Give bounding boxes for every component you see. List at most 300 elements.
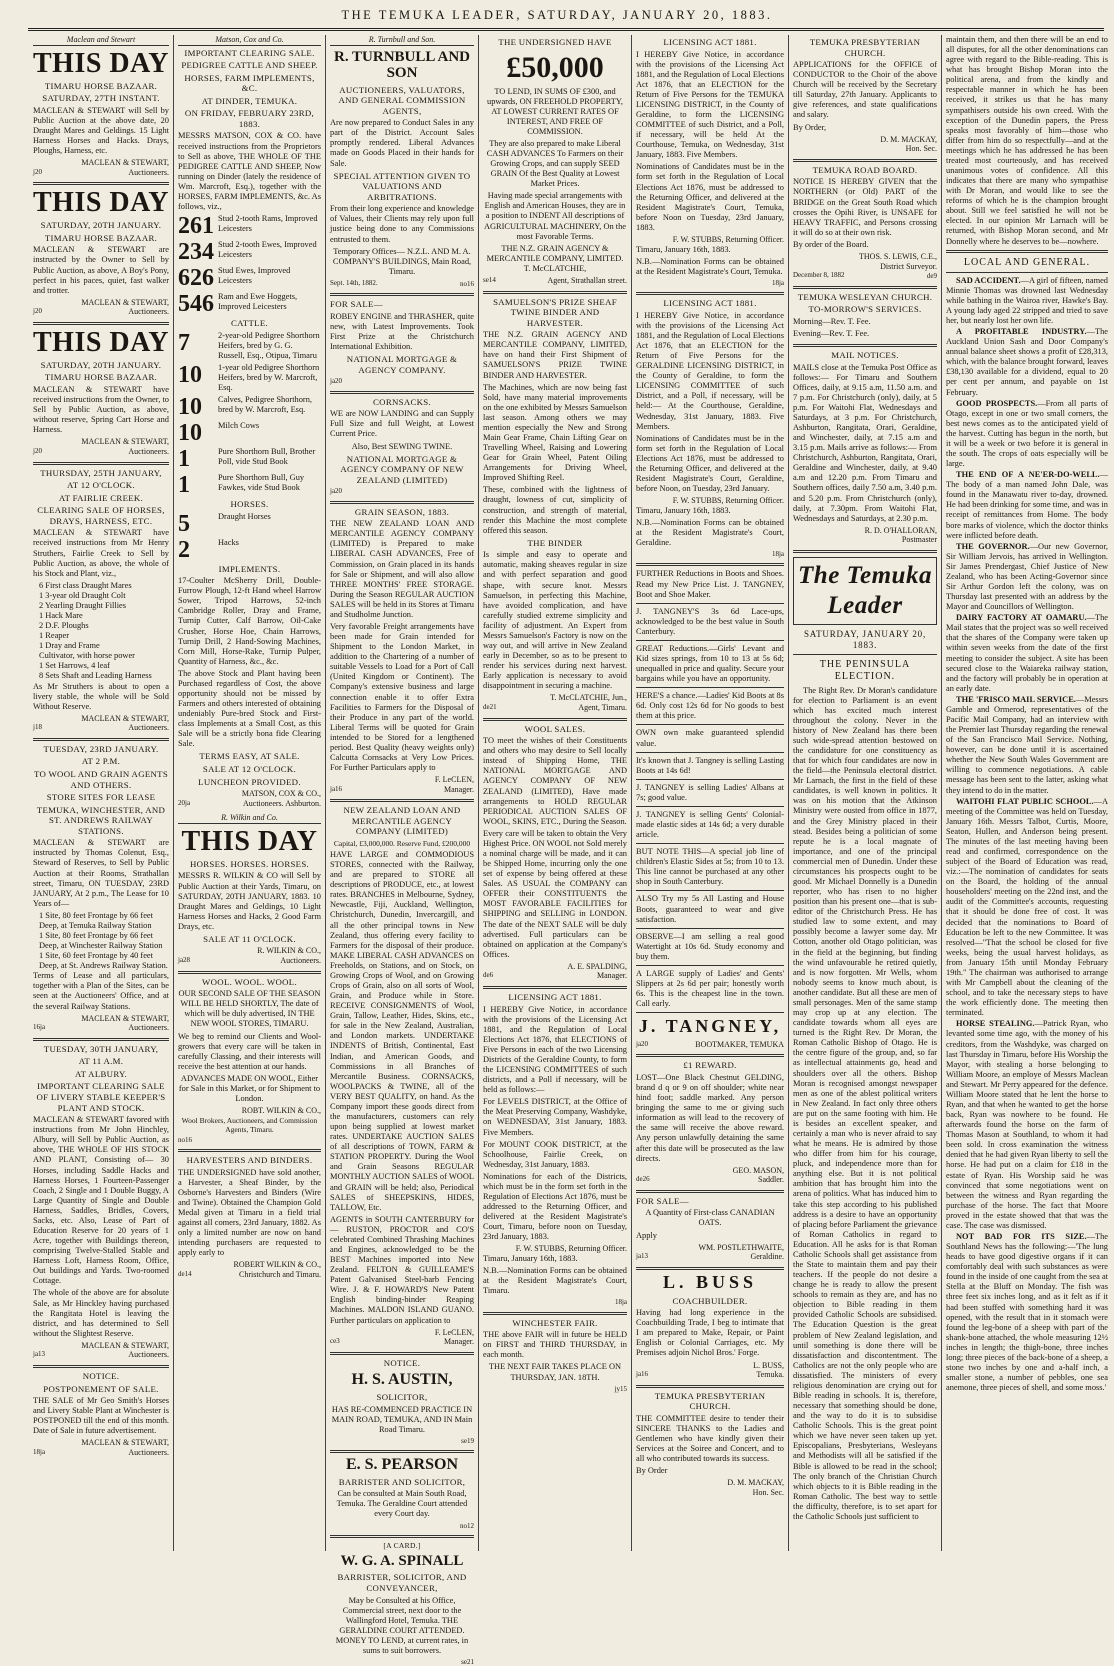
stock-description: Stud 2-tooth Ewes, Improved Leicesters [218, 240, 317, 260]
article-body: The Right Rev. Dr Moran's candidature for election to Parliament is an event which has excited much interest throughout the colony. Never in the history of New Zealand has there been such wide-spread attention bestowed on the candidature for one constituency as that for which four candidates are now in the field—the Peninsula electoral district. Mr Larnach, the first in the field of these candidates, is well known in politics. It was on his motion that the Atkinson Ministry were ousted from office in 1877, and the Grey Ministry placed in their stead. Besides being a politician of some repute he is a local magnate of importance, and one of the principal commercial men of Dunedin. Under these circumstances his prospects ought to be good. Mr Michael Donnelly is a Dunedin reporter, who has risen to no higher position than his present one—that is sub-editor of the Christchurch Press. He has studied law to some extent, and may possibly become a lawyer some day. Mr Cotton, another old Otago politician, was in the field at the beginning, but finding the wind unfavourable he retired quietly, and is now forgotten. Mr Wells, whom nobody seems to know much about, is another candidate. But all these are men of small personages. Men of the same stamp may crop up at any election. The candidate towards whom all eyes are turned is the Right Rev. Dr Moran, the Roman Catholic Bishop of Otago. He is the centre figure of the group, and, so far as intellectual attainments go, head and shoulders over all the others. Bishop Moran is recognised amongst newspaper men as one of the ablest political writers in New Zealand. In fact only three others are put on the same footing with him. He is besides an excellent speaker, and certainly a man who is never afraid to say what he means. He is admired by those who differ from him for his courage, pluck, and independence more than for anything else. But it is not political ambition that has brought him into the arena of politics. What has induced him to take this step according to his published address is a desire to have an opportunity of placing before Parliament the grievance of Roman Catholics in regard to Education. All he asks for is that Roman Catholic Schools shall get assistance from the State to maintain them and pay their teachers. If the people do not desire a change he is ready to allow the present schools to remain as they are, and has no objection to Bible reading in them provided Catholic Schools are subsidised. The Education Question is the great problem of New Zealand legislation, and until something is done there will be dissatisfaction and discontentment. The Catholics are not the only people who are dissatisfied. The ministers of every religious denomination are crying out for Bible reading in schools. It is, therefore, necessary that something should be done, and the way to do it is to subsidise Catholic Schools. This is the great point which we have never seen taken up yet. Episcopalians, Presbyterians, Wesleyans and Methodists will all be satisfied if the Bible is allowed to be read in the school; The only branch of the Christian Church which objects to it is Bible reading in the Roman Catholic. The best way to settle the difficulty, therefore, is to set apart for the Catholic Schools just sufficient to [793, 685, 937, 1521]
ad-date: ON FRIDAY, FEBRUARY 23RD, 1883. [184, 108, 315, 129]
ad-subhead: LICENSING ACT 1881. [508, 992, 602, 1003]
grain-season-ad [330, 507, 474, 795]
ad-line: GREAT Reductions.—Girls' Levant and Kid sizes springs, from 10 to 13 at 5s 6d; unequalled in price and quality. Secure your bargains while you have an opportunity. [636, 643, 784, 684]
news-item-text: —From all parts of Otago, except in one or two small corners, the best news comes as to the anticipated yield of the harvest. Cutting has begun in the north, but it will be a week or two before it is general in the south. The crops of oats especially will be large. [946, 398, 1109, 469]
ad-role: District Surveyor. [880, 261, 937, 271]
clearing-sale-ad [178, 48, 321, 809]
ad-headline: THIS DAY [181, 825, 318, 857]
news-item [946, 542, 1108, 613]
ad-body: MESSRS MATSON, COX & CO. have received instructions from the Proprietors to Sell as above, THE WHOLE OF THE PEDIGREE CATTLE AND SHEEP, Now running on Dinder (lately the residence of Wm. Marcroft, Esq.), together with the HORSES, FARM IMPLEMENTS, &c. As follows, viz., [178, 131, 321, 211]
ad-lunch: LUNCHEON PROVIDED. [198, 776, 301, 787]
ad-by: By order of the Board. [793, 239, 869, 249]
ad-signature: F. W. STUBBS, Returning Officer. [672, 496, 784, 506]
ad-role: BOOTMAKER, TEMUKA [695, 1039, 784, 1049]
ad-subhead: LICENSING ACT 1881. [663, 37, 757, 47]
list-item: 2 Yearling Draught Fillies [39, 600, 127, 610]
ad-subhead: WINCHESTER FAIR. [512, 1317, 598, 1328]
ad-body: AGENTS in SOUTH CANTERBURY for— RUSTON, PROCTOR and CO'S celebrated Combined Thrashing Machines and Engines, acknowledged to be the BEST Machines imported into New Zealand. FELTON & GUILLEAME'S Patent Galvanised Steel-barb Fencing Wire. J. & F. HOWARD'S New Patent English binding-binder Reaping Machines. MALDON ISLAND GUANO. Further particulars on application to [330, 1214, 474, 1325]
ad-signature: F. LeCLEN, [434, 775, 474, 785]
news-item-lead: THE END OF A NE'ER-DO-WELL. [956, 470, 1100, 480]
ad-role: Agent, Timaru. [578, 702, 627, 712]
ad-place: AT ALBURY. [74, 1068, 128, 1079]
ad-date: SATURDAY, 27TH INSTANT. [42, 93, 160, 104]
ad-note: The whole of the above are for absolute Sale, as Mr Hinckley having purchased the Rangitata Hotel is leaving the district, and has determined to Sell without the Slightest Reserve. [33, 1288, 169, 1338]
news-item-lead: WAITOHI FLAT PUBLIC SCHOOL. [956, 796, 1094, 806]
ad-signature: NATIONAL MORTGAGE & AGENCY COMPANY OF NEW ZEALAND (LIMITED) [340, 453, 464, 485]
ad-body: A Quantity of First-class CANADIAN OATS. [645, 1208, 775, 1228]
stock-description: Milch Cows [218, 421, 260, 431]
ad-subhead: HARVESTERS AND BINDERS. [186, 1155, 313, 1166]
item-list [33, 911, 169, 971]
stock-row [178, 266, 321, 290]
ad-ref: Sept. 14th, 1882. [330, 278, 378, 287]
bootmaker-ad [636, 569, 784, 1049]
stock-description: Pure Shorthorn Bull, Brother Poll, vide Stud Book [218, 447, 316, 467]
ad-ref: de14 [178, 1269, 192, 1278]
licensing-notice [483, 992, 627, 1307]
ad-role: Auctioneers. [128, 307, 169, 317]
ad-role: Auctioneers. [280, 956, 321, 966]
column-4 [480, 35, 630, 1553]
ad-body: MAILS close at the Temuka Post Office as follows:— For Timaru and Southern Offices, daily, at 9.15 a.m, 11.50 a.m. and 7 p.m. For Christchurch (only), daily, at 5 p.m. For Waitohi Flat, Wednesdays and Saturdays, at 3 p.m. For Christchurch, Ashburton, Rangitata, Orari, Geraldine, and Winchester, daily, at 7.15 a.m and 3.15 p.m. Mails arrive as follows:— From Christchurch, Ashburton, Rangitata, Orari, Geraldine and Winchester, daily, at 9.40 a.m and 12.20 p.m. From Timaru and Southern offices, daily 7.50 a.m, 3.40 p.m. and 5.20 p.m. From Christchurch (only), daily, at 7.30pm. From Waitohi Flat, Wednesdays and Saturdays, at 2.30 p.m. [793, 362, 937, 523]
ad-date: TUESDAY, 23RD JANUARY. [43, 743, 159, 754]
wool-ad [178, 977, 321, 1144]
ad-signature: THE N.Z. GRAIN AGENCY & MERCANTILE COMPANY, LIMITED. T. McCLATCHIE, [486, 243, 624, 273]
ad-subhead: TEMUKA WESLEYAN CHURCH. [797, 291, 933, 302]
advertiser-header: R. Wilkin and Co. [178, 813, 321, 824]
ad-body: THE SALE of Mr Geo Smith's Horses and Livery Stable Plant at Winchester is POSTPONED till the end of this month. Date of Sale in future advertisement. [33, 1396, 169, 1436]
binder-ad [483, 297, 627, 713]
news-item-lead: SAD ACCIDENT. [956, 275, 1021, 285]
item-list [33, 581, 169, 682]
stock-row [178, 331, 321, 361]
ad-role: Christchurch and Timaru. [239, 1269, 321, 1279]
ad-signature: GEO. MASON, [732, 1165, 784, 1175]
ad-subhead: SPECIAL ATTENTION GIVEN TO VALUATIONS AND ARBITRATIONS. [333, 170, 471, 202]
notice-ad [33, 1371, 169, 1458]
ad-body: MACLEAN & STEWART are instructed by the Owner to Sell by Public Auction, as above, A Boy's Pony, perfect in his paces, quiet, fast walker and trotter. [33, 245, 169, 295]
ad-subhead: TEMUKA PRESBYTERIAN CHURCH. [809, 37, 921, 58]
stock-description: Stud Ewes, Improved Leicesters [218, 266, 291, 286]
list-item: 1 Site, 80 feet Frontage by 66 feet Deep, at Winchester Railway Station [39, 931, 163, 951]
ad-ref: ja28 [178, 956, 191, 965]
ad-subhead: IMPORTANT CLEARING SALE OF LIVERY STABLE KEEPER'S PLANT AND STOCK. [36, 1081, 166, 1113]
news-item-text: —Messrs Gamble and Ormerod, representatives of the Pacific Mail Company, had an interview with the Premier last Thursday regarding the renewal of the San Francisco Mail Service. Nothing, however, can be done until it is ascertained whether the New South Wales Government are willing to commence negotiations. A cable message has been sent to the latter, asking what they intend to do in the matter. [946, 694, 1108, 795]
ad-time: SALE AT 11 O'CLOCK. [203, 933, 296, 944]
auction-ad [33, 326, 170, 457]
ad-signature: F. LeCLEN, [434, 1327, 474, 1337]
ad-signature: MACLEAN & STEWART, [81, 158, 169, 168]
column-rule [325, 35, 326, 1551]
mail-notice [793, 350, 937, 545]
list-item: 2 D.F. Ploughs [39, 621, 89, 631]
sheep-list [178, 214, 321, 316]
ad-ref: jy15 [614, 1384, 627, 1393]
auction-ad [33, 744, 169, 1033]
ad-subhead: SAMUELSON'S PRIZE SHEAF TWINE BINDER AND HARVESTER. [493, 296, 617, 328]
ad-signature: R. WILKIN & CO., [257, 946, 321, 956]
ad-line: It's known that J. Tangney is selling Lasting Boots at 14s 6d! [636, 755, 784, 775]
news-item-lead: THE GOVERNOR. [956, 541, 1030, 551]
stock-row [178, 421, 321, 445]
ad-signature: MACLEAN & STEWART, [81, 297, 169, 307]
news-item [946, 276, 1108, 326]
ad-terms: TERMS EASY, AT SALE. [199, 751, 300, 762]
ad-role: Manager. [444, 784, 474, 794]
ad-subhead: COACHBUILDER. [672, 1295, 748, 1306]
ad-date: Timaru, January 16th, 1883. [483, 1253, 578, 1263]
ad-line: J. TANGNEY is selling Ladies' Albans at 7s; good value. [636, 782, 784, 802]
column-7 [943, 35, 1111, 1553]
news-item-lead: A PROFITABLE INDUSTRY. [956, 327, 1087, 337]
ad-time: SALE AT 12 O'CLOCK. [202, 764, 297, 775]
ad-role: Auctioneers. [128, 723, 169, 733]
for-sale-ad [636, 1196, 784, 1262]
ad-ref: 18ja [33, 1448, 46, 1457]
ad-subhead: GRAIN SEASON, 1883. [354, 506, 450, 517]
ad-signature: MACLEAN & STEWART, [81, 437, 169, 447]
ad-line: HERE'S a chance.—Ladies' Kid Boots at 8s 6d. Only cost 12s 6d for No goods to best them at this price. [636, 691, 784, 721]
auction-ad [33, 468, 169, 733]
news-item-lead: DAIRY FACTORY AT OAMARU. [956, 613, 1087, 623]
harvester-ad [178, 1155, 321, 1279]
divider [636, 965, 784, 966]
ad-amount: £50,000 [506, 50, 604, 84]
news-item-text: —The Mail states that the project was so well received that the shares of the Company were taken up within seven weeks from the date of the first meeting to consider the subject. A site has been secured close to the Waiareka railway station, and the factory will probably be in operation at an early date. [946, 613, 1108, 693]
ad-body: Can be consulted at Main South Road, Temuka. The Geraldine Court attended every Court day. [336, 1489, 468, 1519]
wesleyan-notice [793, 292, 937, 339]
ad-ref: ja20 [330, 487, 343, 496]
divider [636, 724, 784, 725]
ad-time: AT 12 O'CLOCK. [67, 480, 135, 491]
news-item-lead: THE 'FRISCO MAIL SERVICE. [956, 694, 1076, 704]
ad-line: ALSO Try my 5s All Lasting and House Boots, guaranteed to wear and give satisfaction. [636, 894, 784, 924]
licensing-notice [636, 37, 784, 287]
list-item: 1 Site, 60 feet Frontage by 40 feet Deep, at St. Andrews Railway Station. [39, 951, 168, 971]
ad-body: Every care will be taken to obtain the Very Highest Price. ON WOOL not Sold merely a nominal charge will be made, and it can be Shipped Home, incurring only the one set of expense by being offered at these Sales. AS USUAL the COMPANY can OFFER their CONSTITUENTS the MOST FAVORABLE FACILITIES for SHIPPING and SELLING in LONDON. The date of the NEXT SALE will be duly advertised. Full particulars can be obtained on application at the Company's Offices. [483, 828, 627, 959]
ad-body: NOTICE IS HEREBY GIVEN that the NORTHERN (or Old) PART of the BRIDGE on the Great South Road which crosses the Opihi River, is UNSAFE for HEAVY TRAFFIC, and Persons crossing it will do so at their own risk. [793, 177, 937, 237]
ad-subhead: PEDIGREE CATTLE AND SHEEP. [181, 60, 318, 71]
ad-line: J. TANGNEY is selling Gents' Colonial-made elastic sides at 14s 6d; a very durable article. [636, 809, 784, 840]
ad-signature: MACLEAN & STEWART, [81, 1340, 169, 1350]
ad-subhead: BARRISTER, SOLICITOR, AND CONVEYANCER, [337, 1572, 467, 1593]
news-item [946, 1232, 1108, 1393]
list-item: 1 Site, 80 feet Frontage by 66 feet Deep, at Temuka Railway Station [39, 910, 153, 930]
ad-subhead: TIMARU HORSE BAZAAR. [44, 80, 158, 91]
ad-body: MACLEAN & STEWART will Sell by Public Auction at the above date, 20 Draught Mares and Geldings. 15 Light Harness Horses and Hacks. Drays, Ploughs, Harness, etc. [33, 105, 169, 155]
ad-body: TO meet the wishes of their Constituents and others who may desire to Sell locally instead of Shipping Home, THE NATIONAL MORTGAGE AND AGENCY COMPANY OF NEW ZEALAND (LIMITED), Have made arrangements to HOLD REGULAR PERIODICAL AUCTION SALES OF WOOL, SKINS, ETC., During the Season. [483, 736, 627, 826]
ad-subhead: SOLICITOR, [376, 1391, 428, 1402]
ad-ref: ja16 [330, 784, 343, 793]
ad-ref: j20 [33, 447, 42, 456]
auctioneer-ad [330, 49, 474, 289]
stock-description: Stud 2-tooth Rams, Improved Leicesters [218, 214, 318, 234]
ad-subhead: LICENSING ACT 1881. [663, 298, 757, 309]
ad-subhead: CLEARING SALE OF HORSES, DRAYS, HARNESS, ETC. [37, 505, 165, 526]
ad-headline: FOR SALE— [636, 1195, 689, 1206]
loan-company-ad [330, 805, 474, 1347]
solicitor-ad [330, 1358, 474, 1445]
news-item-text: —A girl of fifteen, named Minnie Thomas was drowned last Wednesday while bathing in the Wairoa river, Hawke's Bay. A young lady aged 22 stripped and tried to save her, but nearly lost her own life. [946, 275, 1108, 325]
ad-note: N.B.—Nomination Forms can be obtained at the Resident Magistrate's Court, Temuka. [636, 256, 784, 276]
news-item-lead: NOT BAD FOR ITS SIZE. [956, 1231, 1087, 1241]
ad-signature: MACLEAN & STEWART, [81, 1438, 169, 1448]
ad-date: Timaru, January 16th, 1883. [636, 244, 731, 254]
ad-signature: F. W. STUBBS, Returning Officer. [515, 1244, 627, 1254]
ad-subhead: HORSES. HORSES. HORSES. [189, 858, 310, 869]
ad-body: MACLEAN & STEWART have received instructions from Mr Henry Struthers, Fairlie Creek to Sell by Public Auction, as above, the whole of his Stock and Plant, viz., [33, 528, 169, 578]
ad-headline: L. BUSS [662, 1271, 758, 1292]
ad-line: A LARGE supply of Ladies' and Gents' Slippers at 2s 6d per pair; honestly worth 6s. This is the cheapest line in the town. Call early. [636, 968, 784, 1009]
ad-signature: R. D. O'HALLORAN, [864, 525, 937, 535]
stock-row [178, 395, 321, 419]
ad-ref: 18ja [614, 1298, 627, 1307]
ad-role: Geraldine. [750, 1252, 784, 1262]
ad-subhead: TEMUKA ROAD BOARD. [812, 164, 918, 175]
implements-title: IMPLEMENTS. [218, 563, 281, 574]
ad-headline: THIS DAY [33, 47, 170, 79]
stock-count: 5 [178, 510, 190, 537]
ad-body: Nominations of Candidates must be in the form set forth in the Regulation of Local Elections Act 1876, must be addressed to the Returning Officer, and delivered at the Resident Magistrate's Court, Geraldine, before Noon, on Tuesday, 23rd January. [636, 433, 784, 494]
column-3 [327, 35, 477, 1666]
ad-body: THE NEW ZEALAND LOAN AND MERCANTILE AGENCY COMPANY (LIMITED) is Prepared to make LIBERAL CASH ADVANCES, Free of Commission, on Grain placed in its hands for Sale or Shipment, and will also allow THREE MONTHS' FREE STORAGE. During the Season REGULAR AUCTION SALES will be held in its Stores at Timaru and Studholme Junction. [330, 519, 474, 619]
list-item: 8 Sets Shaft and Leading Harness [39, 671, 152, 681]
ad-body: HAS RE-COMMENCED PRACTICE IN MAIN ROAD, TEMUKA, AND IN Main Road Timaru. [331, 1404, 473, 1434]
ad-time: AT 11 A.M. [78, 1056, 124, 1067]
newspaper-nameplate: The Temuka Leader [793, 557, 937, 625]
ad-headline: E. S. PEARSON [345, 1456, 459, 1474]
ad-date: SATURDAY, 20TH JANUARY. [40, 359, 162, 370]
ad-role: Auctioneers. [128, 1350, 169, 1360]
ad-body: MACLEAN & STEWART have received instructions from the Owner, to Sell by Public Auction, as above, without reserve, Spring Cart Horse and Harness. [33, 385, 169, 435]
implements-list: 17-Coulter McSherry Drill, Double-Furrow Plough, 12-ft Hand wheel Harrow Sower, Tripod Harrows, 52-inch Cambridge Roller, Dray and Frame, Turnip Cutter, Calf Barrow, Oil-Cake Crusher, Horse Hoe, Chain Harrows, Turnip Drill, 2 Hand-Sowing Machines, Corn Mill, Horse-Rake, Turnip Pulper, Quantity of Harness, &c., &c. [178, 576, 321, 666]
ad-ref: j20 [33, 307, 42, 316]
ad-note: As Mr Struthers is about to open a livery stable, the whole will be Sold Without Reserve. [33, 681, 169, 711]
ad-body: THE COMMITTEE desire to tender their SINCERE THANKS to the Ladies and Gentlemen who have kindly given their Services at the Soiree and Concert, and to all who contributed towards its success. [636, 1413, 784, 1464]
cornsacks-ad [330, 397, 474, 496]
auction-ad [33, 47, 170, 178]
divider [636, 928, 784, 929]
ad-subhead: AUCTIONEERS, VALUATORS, AND GENERAL COMMISSION AGENTS, [338, 84, 466, 116]
ad-body: Having had long experience in the Coachbuilding Trade, I beg to intimate that I am prepared to Make, Repair, or Paint English or Colonial Carriages, etc. My Premises adjoin Nichol Bros.' Forge. [636, 1308, 784, 1358]
news-item-lead: GOOD PROSPECTS. [956, 398, 1038, 408]
stock-row [178, 447, 321, 471]
divider [636, 687, 784, 688]
ad-subhead: WOOL SALES. [524, 723, 586, 734]
column-rule [941, 35, 942, 1551]
ad-subhead: TO-MORROW'S SERVICES. [808, 304, 922, 315]
ad-signature: L. BUSS, [753, 1360, 784, 1370]
news-item [946, 613, 1108, 694]
stock-description: Calves, Pedigree Shorthorn, bred by W. Marcroft, Esq. [218, 395, 312, 415]
ad-subhead: HORSES, FARM IMPLEMENTS, &C. [184, 72, 315, 94]
ad-by: By Order [636, 1466, 668, 1476]
ad-subhead: CORNSACKS. [373, 396, 431, 407]
news-item-text: —The body of a man named John Dale, was found in the Manawatu river to-day, drowned. He had been drinking for some time, and was in receipt of remittances from Home. The body bore marks of violence, which the doctor thinks were inflicted before death. [946, 470, 1108, 540]
road-board-notice [793, 165, 937, 281]
stock-count: 626 [178, 265, 214, 292]
ad-ref: ja13 [33, 1350, 46, 1359]
ad-date: December 8, 1882 [793, 271, 845, 280]
ad-headline: H. S. AUSTIN, [351, 1371, 453, 1389]
reward-ad [636, 1060, 784, 1184]
ad-ref: ce3 [330, 1337, 340, 1346]
list-item: 1 Dray and Frame [39, 641, 100, 651]
ad-signature: THOS. S. LEWIS, C.E., [859, 251, 937, 261]
ad-body: We beg to remind our Clients and Wool-growers that every care will be taken in carefully Classing, and their interests will receive the best attention at our hands. [178, 1031, 321, 1071]
column-2 [175, 35, 324, 1553]
masthead: THE TEMUKA LEADER, SATURDAY, JANUARY 20, 1883. [341, 8, 773, 22]
ad-ref: de21 [483, 702, 497, 711]
stock-count: 10 [178, 394, 202, 421]
advertiser-header: R. Turnbull and Son. [330, 35, 474, 46]
ad-body: ROBEY ENGINE and THRASHER, quite new, with Latest Improvements. Took First Prize at the Christchurch International Exhibition. [330, 311, 474, 352]
ad-intro: THE UNDERSIGNED HAVE [498, 37, 612, 47]
stock-description: 2-year-old Pedigree Shorthorn Heifers, bred by G. G. Russell, Esq., Otipua, Timaru [218, 330, 320, 360]
ad-ref: j20 [33, 167, 42, 176]
ad-body: ADVANCES MADE ON WOOL, Either for Sale in this Market, or for Shipment to London. [178, 1073, 321, 1103]
stock-row [178, 538, 321, 562]
ad-note: N.B.—Nomination Forms can be obtained at the Resident Magistrate's Court, Geraldine. [636, 517, 784, 547]
auction-ad [33, 1044, 169, 1360]
ad-role: Auctioneers. [128, 1023, 169, 1033]
divider [636, 843, 784, 844]
divider [636, 806, 784, 807]
column-rule [478, 35, 479, 1551]
news-item [946, 1019, 1108, 1231]
ad-body: TO LEND, IN SUMS OF £300, and upwards, ON FREEHOLD PROPERTY, AT LOWEST CURRENT RATES OF INTEREST, AND FREE OF COMMISSION. [487, 86, 623, 136]
ad-body: THE above FAIR will in future be HELD on FIRST and THIRD THURSDAY, in each month. [483, 1330, 627, 1360]
horses-list [178, 512, 321, 562]
ad-body: MACLEAN & STEWART are instructed by Thomas Colenut, Esq., Steward of Reserves, to Sell by Public Auction at their Rooms, Strathallan street, Timaru, ON TUESDAY, 23RD JANUARY, At 2 p.m., The Lease for 10 Years of— [33, 838, 169, 908]
ad-capital: Capital, £3,000,000. Reserve Fund, £200,000 [333, 838, 471, 848]
list-item: 1 Set Harrows, 4 leaf [39, 661, 110, 671]
ad-subhead: NOTICE. [383, 1357, 421, 1368]
ad-signature: ROBERT WILKIN & CO., [233, 1260, 321, 1270]
ad-note: N.B.—Nomination Forms can be obtained at the Resident Magistrate's Court, Timaru. [483, 1266, 627, 1296]
ad-subhead: TIMARU HORSE BAZAAR. [44, 232, 158, 243]
ad-ref: se14 [483, 275, 496, 284]
ad-signature: A. E. SPALDING, [567, 961, 627, 971]
ad-subhead: STORE SITES FOR LEASE [46, 792, 156, 803]
horses-title: HORSES. [230, 499, 269, 510]
church-notice [793, 37, 937, 154]
column-rule [173, 35, 174, 1551]
news-item-lead: HORSE STEALING. [956, 1019, 1035, 1029]
ad-subhead: TIMARU HORSE BAZAAR. [44, 372, 158, 383]
ad-also: Also, Best SEWING TWINE. [351, 441, 453, 451]
stock-description: Ram and Ewe Hoggets, Improved Leicesters [218, 292, 298, 312]
advertiser-header: Matson, Cox and Co. [178, 35, 321, 46]
ad-body: They are also prepared to make Liberal CASH ADVANCES To Farmers on their Growing Crops, and can supply SEED GRAIN Of the Best Quality at Lowest Market Prices. [486, 138, 624, 189]
ad-time: AT 2 P.M. [81, 756, 121, 767]
column-1 [30, 35, 172, 1553]
bootmaker-lines [636, 569, 784, 1013]
ad-ref: no16 [178, 1135, 192, 1144]
ad-subhead: £1 REWARD. [683, 1060, 737, 1071]
ad-role: Saddler. [758, 1175, 784, 1185]
ad-body: WE are NOW LANDING and can Supply Full Size and full Weight, at Lowest Current Price. [330, 409, 474, 439]
ad-signature: D. M. MACKAY, [727, 1478, 784, 1488]
stock-row [178, 214, 321, 238]
ad-subhead: NOTICE. [82, 1371, 120, 1382]
fair-notice [483, 1318, 627, 1393]
stock-count: 2 [178, 536, 190, 563]
ad-body: Are now prepared to Conduct Sales in any part of the District. Account Sales promptly rendered. Liberal Advances made on Goods Placed in their hands for Sale. [330, 118, 474, 168]
ad-ref: de26 [636, 1175, 650, 1184]
ad-body: MESSRS R. WILKIN & CO will Sell by Public Auction at their Yards, Timaru, on SATURDAY, 20TH JANUARY, 1883. 10 Draught Mares and Geldings, 10 Light Harness Horses and Hacks, 2 Good Farm Drays, etc. [178, 871, 321, 931]
ad-place: AT FAIRLIE CREEK. [58, 492, 144, 503]
news-item-text: —Our new Governor, Sir William Jervois, has arrived in Wellington. Sir James Prendergast, Chief Justice of New Zealand, who has been Acting-Governor since Sir Arthur Gordon left the colony, was on Thursday last presented with an address by the Mayor and Councillors of Wellington. [946, 541, 1108, 612]
ad-headline: R. TURNBULL AND SON [333, 48, 470, 82]
news-item-text: —The Southland News has the following:—'The lung heads to have good digestive organs if it can comfortably deal with such substances as were found in the inside of one caught from the sea at Stella at the Bluff on Monday. The fish was three feet six inches long, and as it felt as if it had been stuffed with something hard it was opened, with the result that in it stomach were found the leg-bone of a sheep with part of the shank-bone attached, the whole measuring 12½ inches in length; the thigh-bone, three inches long; three pieces of the back-bone of a sheep, a stone two inches by one and a-half inch, a smaller stone, a number of pebbles, one sea anemone, three pieces of shell, and some moss.' [946, 1231, 1108, 1393]
news-item [946, 399, 1108, 470]
stock-count: 10 [178, 361, 202, 388]
ad-body: The Machines, which are now being fast Sold, have many material improvements on the one exhibited by Messrs Samuelson last season. Among others we may mention especially the New and Strong Main Gear Frame, Chain Lifting Gear on Travelling Wheel, Raising and Lowering Gear for Grain Wheel, Patent Oiling Arrangements for Driving Wheel, Improved Shifting Reel. [483, 382, 627, 483]
divider [636, 779, 784, 780]
ad-signature: F. W. STUBBS, Returning Officer. [672, 234, 784, 244]
ad-body: Nominations for each of the Districts, which must be in the form set forth in the Regulation of Elections Act 1876, must be addressed to the Returning Officer, and delivered at the Resident Magistrate's Court, Timaru, before noon on Tuesday, 23rd January, 1883. [483, 1171, 627, 1242]
ad-ref: de6 [483, 971, 494, 980]
ad-headline: W. G. A. SPINALL [340, 1552, 464, 1569]
ad-role: Auctioneers. [128, 167, 169, 177]
list-item: Cultivator, with horse power [39, 651, 135, 661]
divider [636, 890, 784, 891]
stock-row [178, 473, 321, 497]
stock-count: 234 [178, 239, 214, 266]
ad-ref: no12 [460, 1521, 474, 1530]
ad-ref: no16 [460, 279, 474, 288]
advertiser-header: Maclean and Stewart [33, 35, 169, 46]
service-evening: Evening—Rev. T. Fee. [793, 328, 870, 338]
church-notice [636, 1391, 784, 1498]
ad-signature: MATSON, COX & CO., [241, 789, 321, 799]
ad-role: Manager. [444, 1337, 474, 1347]
stock-count: 261 [178, 213, 214, 240]
news-item-text: —The Auckland Union Sash and Door Company's annual balance sheet shows a profit of £28,313, which, with the balance brought forward, leaves £38,130 available for a dividend, equal to 20 per cent per annum, and payable on 1st February. [946, 327, 1108, 397]
ad-role: Manager. [597, 971, 627, 981]
ad-body: From their long experience and knowledge of Values, their Clients may rely upon full justice being done to any Commissions entrusted to them. [330, 204, 474, 244]
ad-subhead: TO WOOL AND GRAIN AGENTS AND OTHERS. [33, 769, 169, 790]
ad-date: THURSDAY, 25TH JANUARY, [40, 467, 162, 478]
ad-line: BUT NOTE THIS—A special job line of children's Elastic Sides at 5s; from 10 to 13. This line cannot be purchased at any other shop in South Canterbury. [636, 847, 784, 887]
article-title: THE PENINSULA ELECTION. [819, 658, 911, 682]
ad-body: Is simple and easy to operate and automatic, making sheaves regular in size and with perfect separation and good shape, with secure knot. Messrs Samuelson, in perfecting this Machine, have avoided complication, and have carefully studied extreme simplicity and facility of adjustment. An Expert from Messrs Samuelson's Factory is now on the way out, and will arrive in New Zealand early in December, so as to be present to render his services during next harvest. Early application is necessary to avoid disappointment in securing a machine. [483, 550, 627, 691]
ad-apply: Apply [636, 1230, 657, 1240]
ad-subhead: THE BINDER [527, 537, 583, 548]
news-item [946, 797, 1108, 1019]
ad-subhead: IMPORTANT CLEARING SALE. [184, 47, 315, 58]
auction-ad [178, 825, 321, 966]
solicitor-ad [330, 1456, 474, 1530]
money-to-lend-ad [483, 37, 627, 286]
ad-ref: se21 [461, 1657, 474, 1666]
ad-ref: j18 [33, 723, 42, 732]
solicitor-ad [330, 1541, 474, 1666]
cattle-title: CATTLE. [230, 318, 269, 329]
ad-ref: 18ja [771, 278, 784, 287]
ad-body: APPLICATIONS for the OFFICE of CONDUCTOR to the Choir of the above Church will be received by the Secretary till Saturday, 27th January. Applicants to give references, and state qualifications and salary. [793, 60, 937, 120]
ad-signature: D. M. MACKAY, [880, 134, 937, 144]
stock-count: 7 [178, 329, 190, 356]
ad-body: THE NEXT FAIR TAKES PLACE ON THURSDAY, JAN. 18TH. [488, 1362, 622, 1382]
stock-description: 1-year old Pedigree Shorthorn Heifers, bred by W. Marcroft, Esq. [218, 362, 320, 392]
ad-headline: FOR SALE— [330, 299, 383, 310]
ad-body: LOST—One Black Chestnut GELDING, brand d q or 9 on off shoulder; white near hind foot; saddle marked. Any person bringing the same to me or giving such information as will lead to the recovery of the same will receive the above reward. Any person unlawfully detaining the same after this date will be prosecuted as the law directs. [636, 1072, 784, 1163]
ad-body: I HEREBY Give Notice, in accordance with the provisions of the Licensing Act 1881, and the Regulation of Local Elections Act 1876, that an ELECTION for the Return of Five Persons for the TEMUKA LICENSING DISTRICT, in the County of Geraldine, to form the LICENSING COMMITTEE of such District, and a Poll, if necessary, will be held At the Courthouse, Temuka, on Wednesday, 31st January, 1883. Five Members. [636, 49, 784, 160]
ad-body: May be Consulted at his Office, Commercial street, next door to the Wallingford Hotel, Temuka. THE GERALDINE COURT ATTENDED. MONEY TO LEND, at current rates, in sums to suit borrowers. [335, 1595, 469, 1655]
